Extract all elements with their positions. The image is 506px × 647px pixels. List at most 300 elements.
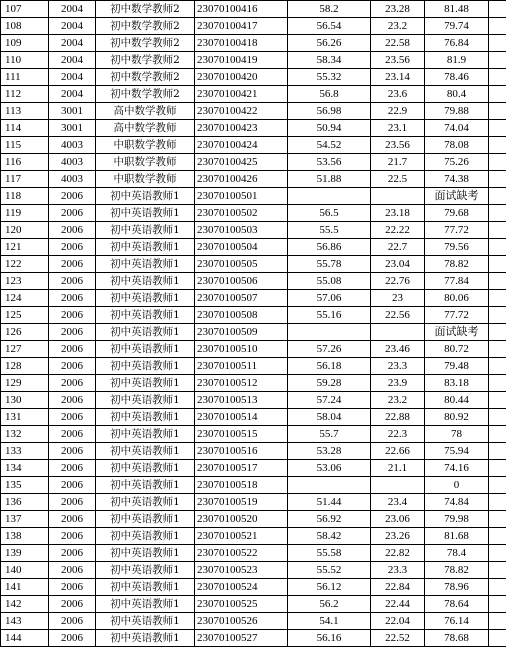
position-code-cell: 2006 xyxy=(49,545,96,562)
seq-cell: 136 xyxy=(1,494,49,511)
table-row xyxy=(1,460,506,477)
seq-cell: 120 xyxy=(1,222,49,239)
position-name-cell: 初中英语教师1 xyxy=(96,290,195,307)
interview-score-cell: 23.06 xyxy=(371,511,425,528)
ticket-number-cell: 23070100506 xyxy=(195,273,288,290)
table-row xyxy=(1,630,506,647)
interview-score-cell: 23.14 xyxy=(371,69,425,86)
written-score-cell: 56.86 xyxy=(288,239,371,256)
total-score-cell: 78.46 xyxy=(425,69,489,86)
table-row xyxy=(1,188,506,205)
position-name-cell: 初中英语教师1 xyxy=(96,460,195,477)
score-table-body xyxy=(1,1,506,647)
total-score-cell: 78.08 xyxy=(425,137,489,154)
remark-cell xyxy=(489,120,506,137)
position-code-cell: 2006 xyxy=(49,324,96,341)
total-score-cell: 78 xyxy=(425,426,489,443)
interview-score-cell: 23.9 xyxy=(371,375,425,392)
seq-cell: 140 xyxy=(1,562,49,579)
table-row xyxy=(1,18,506,35)
ticket-number-cell: 23070100425 xyxy=(195,154,288,171)
remark-cell xyxy=(489,562,506,579)
ticket-number-cell: 23070100417 xyxy=(195,18,288,35)
ticket-number-cell: 23070100502 xyxy=(195,205,288,222)
remark-cell xyxy=(489,545,506,562)
written-score-cell: 57.26 xyxy=(288,341,371,358)
interview-score-cell: 21.7 xyxy=(371,154,425,171)
table-row xyxy=(1,137,506,154)
remark-cell xyxy=(489,579,506,596)
interview-score-cell: 21.1 xyxy=(371,460,425,477)
seq-cell: 109 xyxy=(1,35,49,52)
position-code-cell: 2006 xyxy=(49,375,96,392)
total-score-cell: 78.4 xyxy=(425,545,489,562)
seq-cell: 128 xyxy=(1,358,49,375)
position-name-cell: 高中数学教师 xyxy=(96,103,195,120)
position-name-cell: 初中英语教师1 xyxy=(96,341,195,358)
written-score-cell: 55.5 xyxy=(288,222,371,239)
position-code-cell: 2006 xyxy=(49,511,96,528)
written-score-cell: 55.52 xyxy=(288,562,371,579)
interview-score-cell: 23.28 xyxy=(371,1,425,18)
position-name-cell: 初中英语教师1 xyxy=(96,494,195,511)
position-code-cell: 2006 xyxy=(49,409,96,426)
position-code-cell: 2006 xyxy=(49,239,96,256)
remark-cell xyxy=(489,69,506,86)
ticket-number-cell: 23070100419 xyxy=(195,52,288,69)
ticket-number-cell: 23070100523 xyxy=(195,562,288,579)
position-name-cell: 初中英语教师1 xyxy=(96,273,195,290)
written-score-cell: 58.42 xyxy=(288,528,371,545)
remark-cell xyxy=(489,18,506,35)
seq-cell: 133 xyxy=(1,443,49,460)
table-row xyxy=(1,341,506,358)
position-name-cell: 初中数学教师2 xyxy=(96,52,195,69)
position-code-cell: 2004 xyxy=(49,86,96,103)
interview-score-cell: 22.58 xyxy=(371,35,425,52)
remark-cell xyxy=(489,477,506,494)
remark-cell xyxy=(489,443,506,460)
table-row xyxy=(1,307,506,324)
position-code-cell: 2006 xyxy=(49,392,96,409)
written-score-cell xyxy=(288,188,371,205)
ticket-number-cell: 23070100508 xyxy=(195,307,288,324)
written-score-cell: 56.12 xyxy=(288,579,371,596)
table-row xyxy=(1,392,506,409)
position-name-cell: 初中英语教师1 xyxy=(96,477,195,494)
table-row xyxy=(1,69,506,86)
table-row xyxy=(1,511,506,528)
position-name-cell: 初中英语教师1 xyxy=(96,562,195,579)
table-row xyxy=(1,579,506,596)
seq-cell: 143 xyxy=(1,613,49,630)
position-name-cell: 初中英语教师1 xyxy=(96,324,195,341)
ticket-number-cell: 23070100426 xyxy=(195,171,288,188)
seq-cell: 107 xyxy=(1,1,49,18)
seq-cell: 137 xyxy=(1,511,49,528)
total-score-cell: 79.98 xyxy=(425,511,489,528)
interview-score-cell: 22.44 xyxy=(371,596,425,613)
total-score-cell: 80.4 xyxy=(425,86,489,103)
written-score-cell: 56.8 xyxy=(288,86,371,103)
interview-score-cell: 23.04 xyxy=(371,256,425,273)
total-score-cell: 面试缺考 xyxy=(425,324,489,341)
position-code-cell: 2006 xyxy=(49,460,96,477)
seq-cell: 108 xyxy=(1,18,49,35)
remark-cell xyxy=(489,239,506,256)
position-name-cell: 初中英语教师1 xyxy=(96,256,195,273)
seq-cell: 127 xyxy=(1,341,49,358)
written-score-cell: 55.32 xyxy=(288,69,371,86)
position-name-cell: 初中英语教师1 xyxy=(96,511,195,528)
seq-cell: 119 xyxy=(1,205,49,222)
seq-cell: 142 xyxy=(1,596,49,613)
interview-score-cell: 23.2 xyxy=(371,18,425,35)
ticket-number-cell: 23070100517 xyxy=(195,460,288,477)
position-name-cell: 初中英语教师1 xyxy=(96,239,195,256)
table-row xyxy=(1,528,506,545)
ticket-number-cell: 23070100524 xyxy=(195,579,288,596)
remark-cell xyxy=(489,511,506,528)
written-score-cell: 57.06 xyxy=(288,290,371,307)
position-code-cell: 2004 xyxy=(49,69,96,86)
remark-cell xyxy=(489,324,506,341)
ticket-number-cell: 23070100516 xyxy=(195,443,288,460)
seq-cell: 121 xyxy=(1,239,49,256)
written-score-cell: 53.56 xyxy=(288,154,371,171)
seq-cell: 125 xyxy=(1,307,49,324)
total-score-cell: 74.04 xyxy=(425,120,489,137)
interview-score-cell: 23 xyxy=(371,290,425,307)
written-score-cell: 56.5 xyxy=(288,205,371,222)
table-row xyxy=(1,324,506,341)
table-row xyxy=(1,205,506,222)
seq-cell: 135 xyxy=(1,477,49,494)
table-row xyxy=(1,562,506,579)
position-code-cell: 2006 xyxy=(49,307,96,324)
total-score-cell: 78.64 xyxy=(425,596,489,613)
seq-cell: 141 xyxy=(1,579,49,596)
position-code-cell: 2006 xyxy=(49,273,96,290)
table-row xyxy=(1,256,506,273)
total-score-cell: 78.68 xyxy=(425,630,489,647)
interview-score-cell: 22.52 xyxy=(371,630,425,647)
remark-cell xyxy=(489,222,506,239)
table-row xyxy=(1,273,506,290)
interview-score-cell: 23.3 xyxy=(371,562,425,579)
remark-cell xyxy=(489,426,506,443)
remark-cell xyxy=(489,290,506,307)
ticket-number-cell: 23070100501 xyxy=(195,188,288,205)
remark-cell xyxy=(489,154,506,171)
total-score-cell: 79.48 xyxy=(425,358,489,375)
interview-score-cell: 22.22 xyxy=(371,222,425,239)
total-score-cell: 78.96 xyxy=(425,579,489,596)
total-score-cell: 75.26 xyxy=(425,154,489,171)
position-name-cell: 中职数学教师 xyxy=(96,171,195,188)
table-row xyxy=(1,86,506,103)
position-code-cell: 2006 xyxy=(49,596,96,613)
interview-score-cell xyxy=(371,188,425,205)
total-score-cell: 79.56 xyxy=(425,239,489,256)
interview-score-cell: 23.1 xyxy=(371,120,425,137)
position-name-cell: 初中英语教师1 xyxy=(96,630,195,647)
remark-cell xyxy=(489,35,506,52)
position-name-cell: 初中英语教师1 xyxy=(96,358,195,375)
total-score-cell: 77.72 xyxy=(425,222,489,239)
table-row xyxy=(1,477,506,494)
ticket-number-cell: 23070100423 xyxy=(195,120,288,137)
ticket-number-cell: 23070100514 xyxy=(195,409,288,426)
table-row xyxy=(1,35,506,52)
ticket-number-cell: 23070100520 xyxy=(195,511,288,528)
ticket-number-cell: 23070100420 xyxy=(195,69,288,86)
position-code-cell: 2006 xyxy=(49,562,96,579)
total-score-cell: 79.74 xyxy=(425,18,489,35)
interview-score-cell: 23.3 xyxy=(371,358,425,375)
interview-score-cell: 23.56 xyxy=(371,137,425,154)
position-code-cell: 2006 xyxy=(49,613,96,630)
table-row xyxy=(1,290,506,307)
remark-cell xyxy=(489,273,506,290)
total-score-cell: 80.44 xyxy=(425,392,489,409)
remark-cell xyxy=(489,1,506,18)
written-score-cell: 56.26 xyxy=(288,35,371,52)
interview-score-cell: 23.56 xyxy=(371,52,425,69)
interview-score-cell: 22.82 xyxy=(371,545,425,562)
written-score-cell: 55.58 xyxy=(288,545,371,562)
seq-cell: 124 xyxy=(1,290,49,307)
written-score-cell: 58.04 xyxy=(288,409,371,426)
written-score-cell: 55.08 xyxy=(288,273,371,290)
interview-score-cell: 23.2 xyxy=(371,392,425,409)
written-score-cell: 58.2 xyxy=(288,1,371,18)
written-score-cell: 55.78 xyxy=(288,256,371,273)
written-score-cell: 55.7 xyxy=(288,426,371,443)
position-code-cell: 2006 xyxy=(49,528,96,545)
remark-cell xyxy=(489,103,506,120)
position-name-cell: 初中数学教师2 xyxy=(96,35,195,52)
interview-score-cell: 22.3 xyxy=(371,426,425,443)
table-row xyxy=(1,409,506,426)
interview-score-cell: 22.56 xyxy=(371,307,425,324)
seq-cell: 144 xyxy=(1,630,49,647)
remark-cell xyxy=(489,392,506,409)
seq-cell: 122 xyxy=(1,256,49,273)
position-name-cell: 初中英语教师1 xyxy=(96,579,195,596)
written-score-cell: 53.28 xyxy=(288,443,371,460)
table-row xyxy=(1,52,506,69)
seq-cell: 113 xyxy=(1,103,49,120)
interview-score-cell xyxy=(371,324,425,341)
position-name-cell: 初中数学教师2 xyxy=(96,69,195,86)
table-row xyxy=(1,443,506,460)
position-name-cell: 初中英语教师1 xyxy=(96,545,195,562)
total-score-cell: 80.06 xyxy=(425,290,489,307)
remark-cell xyxy=(489,596,506,613)
position-code-cell: 2006 xyxy=(49,358,96,375)
table-row xyxy=(1,613,506,630)
interview-score-cell xyxy=(371,477,425,494)
seq-cell: 132 xyxy=(1,426,49,443)
written-score-cell xyxy=(288,477,371,494)
total-score-cell: 77.84 xyxy=(425,273,489,290)
position-code-cell: 2006 xyxy=(49,222,96,239)
position-code-cell: 2006 xyxy=(49,494,96,511)
seq-cell: 130 xyxy=(1,392,49,409)
position-code-cell: 2004 xyxy=(49,18,96,35)
position-name-cell: 初中英语教师1 xyxy=(96,613,195,630)
remark-cell xyxy=(489,341,506,358)
remark-cell xyxy=(489,528,506,545)
position-name-cell: 初中数学教师2 xyxy=(96,86,195,103)
position-code-cell: 2006 xyxy=(49,256,96,273)
ticket-number-cell: 23070100521 xyxy=(195,528,288,545)
ticket-number-cell: 23070100527 xyxy=(195,630,288,647)
written-score-cell xyxy=(288,324,371,341)
interview-score-cell: 22.88 xyxy=(371,409,425,426)
remark-cell xyxy=(489,86,506,103)
written-score-cell: 58.34 xyxy=(288,52,371,69)
position-name-cell: 中职数学教师 xyxy=(96,154,195,171)
seq-cell: 129 xyxy=(1,375,49,392)
table-row xyxy=(1,103,506,120)
position-name-cell: 初中英语教师1 xyxy=(96,596,195,613)
position-code-cell: 2006 xyxy=(49,426,96,443)
ticket-number-cell: 23070100513 xyxy=(195,392,288,409)
position-name-cell: 初中英语教师1 xyxy=(96,409,195,426)
ticket-number-cell: 23070100422 xyxy=(195,103,288,120)
position-code-cell: 2004 xyxy=(49,1,96,18)
ticket-number-cell: 23070100515 xyxy=(195,426,288,443)
ticket-number-cell: 23070100416 xyxy=(195,1,288,18)
position-name-cell: 初中数学教师2 xyxy=(96,1,195,18)
position-code-cell: 2006 xyxy=(49,188,96,205)
total-score-cell: 78.82 xyxy=(425,256,489,273)
seq-cell: 111 xyxy=(1,69,49,86)
table-row xyxy=(1,375,506,392)
remark-cell xyxy=(489,137,506,154)
ticket-number-cell: 23070100503 xyxy=(195,222,288,239)
total-score-cell: 80.92 xyxy=(425,409,489,426)
position-code-cell: 4003 xyxy=(49,171,96,188)
table-row xyxy=(1,596,506,613)
interview-score-cell: 22.66 xyxy=(371,443,425,460)
position-code-cell: 2006 xyxy=(49,205,96,222)
position-name-cell: 初中英语教师1 xyxy=(96,392,195,409)
position-name-cell: 初中英语教师1 xyxy=(96,222,195,239)
interview-score-cell: 23.4 xyxy=(371,494,425,511)
position-name-cell: 高中数学教师 xyxy=(96,120,195,137)
ticket-number-cell: 23070100418 xyxy=(195,35,288,52)
interview-score-cell: 23.6 xyxy=(371,86,425,103)
position-name-cell: 初中英语教师1 xyxy=(96,205,195,222)
position-code-cell: 2004 xyxy=(49,52,96,69)
ticket-number-cell: 23070100525 xyxy=(195,596,288,613)
total-score-cell: 78.82 xyxy=(425,562,489,579)
written-score-cell: 56.98 xyxy=(288,103,371,120)
table-row xyxy=(1,120,506,137)
remark-cell xyxy=(489,494,506,511)
seq-cell: 139 xyxy=(1,545,49,562)
seq-cell: 117 xyxy=(1,171,49,188)
position-code-cell: 2006 xyxy=(49,290,96,307)
total-score-cell: 75.94 xyxy=(425,443,489,460)
position-name-cell: 初中英语教师1 xyxy=(96,426,195,443)
total-score-cell: 81.48 xyxy=(425,1,489,18)
total-score-cell: 81.9 xyxy=(425,52,489,69)
written-score-cell: 51.44 xyxy=(288,494,371,511)
table-row xyxy=(1,171,506,188)
interview-score-cell: 22.76 xyxy=(371,273,425,290)
remark-cell xyxy=(489,613,506,630)
position-name-cell: 初中英语教师1 xyxy=(96,443,195,460)
ticket-number-cell: 23070100526 xyxy=(195,613,288,630)
seq-cell: 116 xyxy=(1,154,49,171)
position-code-cell: 2004 xyxy=(49,35,96,52)
written-score-cell: 54.1 xyxy=(288,613,371,630)
position-name-cell: 初中英语教师1 xyxy=(96,528,195,545)
seq-cell: 115 xyxy=(1,137,49,154)
position-name-cell: 初中英语教师1 xyxy=(96,188,195,205)
table-row xyxy=(1,545,506,562)
ticket-number-cell: 23070100518 xyxy=(195,477,288,494)
remark-cell xyxy=(489,256,506,273)
interview-score-cell: 22.04 xyxy=(371,613,425,630)
written-score-cell: 54.52 xyxy=(288,137,371,154)
seq-cell: 110 xyxy=(1,52,49,69)
remark-cell xyxy=(489,205,506,222)
ticket-number-cell: 23070100510 xyxy=(195,341,288,358)
ticket-number-cell: 23070100507 xyxy=(195,290,288,307)
written-score-cell: 56.18 xyxy=(288,358,371,375)
total-score-cell: 0 xyxy=(425,477,489,494)
interview-score-cell: 22.5 xyxy=(371,171,425,188)
table-row xyxy=(1,1,506,18)
interview-score-cell: 22.7 xyxy=(371,239,425,256)
total-score-cell: 面试缺考 xyxy=(425,188,489,205)
position-code-cell: 2006 xyxy=(49,579,96,596)
written-score-cell: 56.16 xyxy=(288,630,371,647)
written-score-cell: 56.54 xyxy=(288,18,371,35)
seq-cell: 123 xyxy=(1,273,49,290)
interview-score-cell: 22.9 xyxy=(371,103,425,120)
ticket-number-cell: 23070100505 xyxy=(195,256,288,273)
written-score-cell: 56.2 xyxy=(288,596,371,613)
remark-cell xyxy=(489,52,506,69)
remark-cell xyxy=(489,171,506,188)
written-score-cell: 55.16 xyxy=(288,307,371,324)
table-row xyxy=(1,222,506,239)
seq-cell: 114 xyxy=(1,120,49,137)
remark-cell xyxy=(489,460,506,477)
total-score-cell: 79.68 xyxy=(425,205,489,222)
written-score-cell: 53.06 xyxy=(288,460,371,477)
position-code-cell: 2006 xyxy=(49,341,96,358)
ticket-number-cell: 23070100522 xyxy=(195,545,288,562)
total-score-cell: 74.84 xyxy=(425,494,489,511)
table-row xyxy=(1,358,506,375)
remark-cell xyxy=(489,375,506,392)
total-score-cell: 76.14 xyxy=(425,613,489,630)
table-row xyxy=(1,154,506,171)
seq-cell: 118 xyxy=(1,188,49,205)
ticket-number-cell: 23070100512 xyxy=(195,375,288,392)
position-code-cell: 2006 xyxy=(49,630,96,647)
total-score-cell: 76.84 xyxy=(425,35,489,52)
position-code-cell: 2006 xyxy=(49,477,96,494)
position-name-cell: 初中数学教师2 xyxy=(96,18,195,35)
